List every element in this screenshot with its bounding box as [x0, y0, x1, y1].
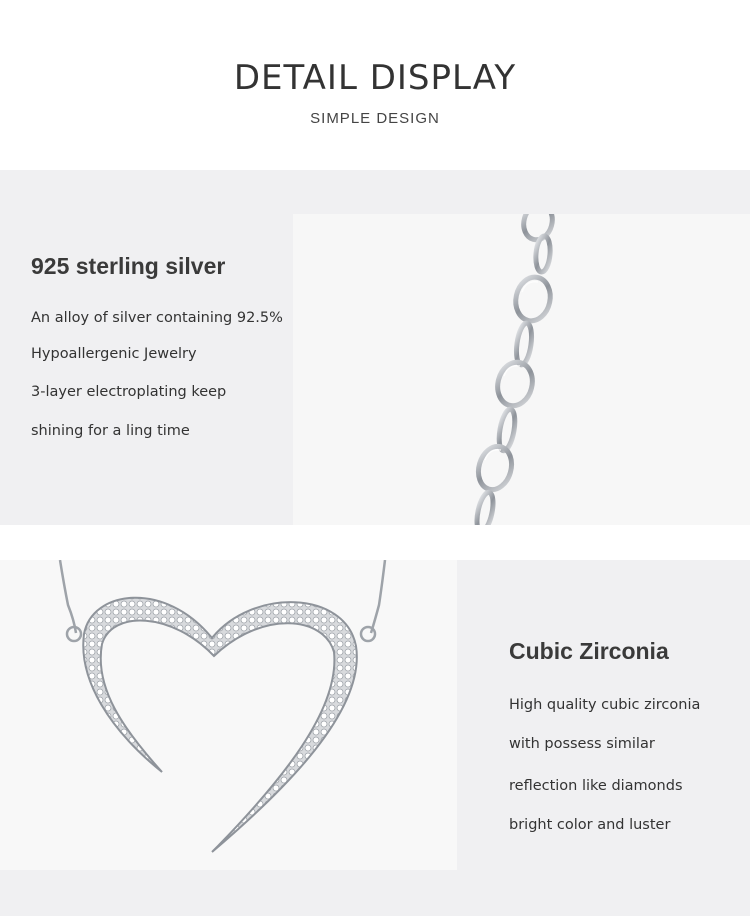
section-gap [0, 525, 750, 560]
silver-section-title: 925 sterling silver [31, 253, 226, 279]
silver-feature-line: Hypoallergenic Jewelry [31, 346, 197, 362]
silver-chain-image [293, 214, 750, 525]
silver-section [0, 170, 750, 525]
zirconia-section [0, 560, 750, 916]
silver-feature-line: 3-layer electroplating keep [31, 384, 227, 400]
silver-feature-line: shining for a ling time [31, 423, 190, 439]
header [0, 0, 750, 170]
silver-feature-line: An alloy of silver containing 92.5% [31, 310, 283, 326]
heart-pendant-image [0, 560, 457, 870]
zirconia-text-panel [457, 560, 750, 870]
zirconia-feature-line: with possess similar [509, 736, 655, 752]
zirconia-feature-line: bright color and luster [509, 817, 671, 833]
page-title: DETAIL DISPLAY [233, 58, 517, 98]
zirconia-feature-line: High quality cubic zirconia [509, 697, 701, 713]
bottom-band [0, 870, 750, 916]
zirconia-feature-line: reflection like diamonds [509, 778, 683, 794]
page-subtitle: SIMPLE DESIGN [310, 110, 440, 127]
zirconia-section-title: Cubic Zirconia [509, 638, 669, 664]
